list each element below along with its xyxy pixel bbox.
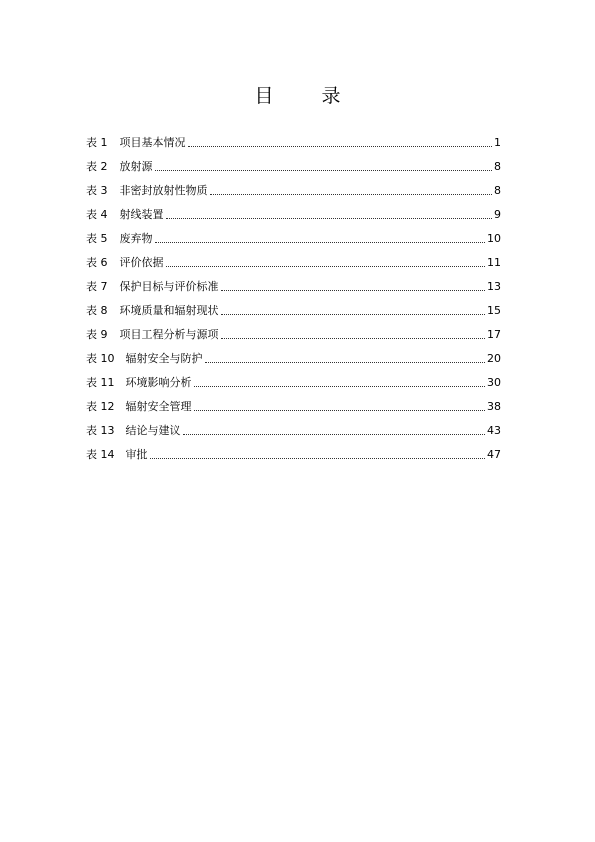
toc-dot-leader (155, 242, 486, 243)
toc-entry-page: 8 (494, 184, 501, 197)
toc-entry-label: 审批 (125, 448, 148, 461)
title-char-2: 录 (321, 85, 341, 107)
toc-entry-label: 结论与建议 (125, 424, 181, 437)
page-title (0, 84, 595, 108)
toc-entry[interactable] (86, 270, 501, 294)
toc-entry-number: 表 6 (86, 256, 108, 269)
toc-entry-page: 43 (487, 424, 501, 437)
toc-dot-leader (221, 314, 486, 315)
toc-entry[interactable] (86, 318, 501, 342)
toc-entry[interactable] (86, 246, 501, 270)
toc-entry[interactable] (86, 366, 501, 390)
toc-entry-page: 9 (494, 208, 501, 221)
toc-entry-page: 1 (494, 136, 501, 149)
toc-entry[interactable] (86, 222, 501, 246)
toc-entry-label: 废弃物 (119, 232, 153, 245)
toc-entry-label: 项目工程分析与源项 (119, 328, 219, 341)
toc-entry[interactable] (86, 174, 501, 198)
toc-entry-label: 放射源 (119, 160, 153, 173)
toc-entry-page: 15 (487, 304, 501, 317)
toc-entry-page: 10 (487, 232, 501, 245)
toc-dot-leader (205, 362, 486, 363)
toc-entry-number: 表 12 (86, 400, 115, 413)
toc-entry-label: 辐射安全与防护 (125, 352, 203, 365)
toc-entry-number: 表 1 (86, 136, 108, 149)
toc-dot-leader (221, 290, 486, 291)
toc-entry-page: 8 (494, 160, 501, 173)
toc-entry-number: 表 8 (86, 304, 108, 317)
toc-dot-leader (150, 458, 486, 459)
title-char-1: 目 (254, 85, 274, 107)
toc-entry-label: 辐射安全管理 (125, 400, 192, 413)
toc-entry[interactable] (86, 414, 501, 438)
toc-entry-label: 射线装置 (119, 208, 164, 221)
toc-dot-leader (194, 410, 486, 411)
toc-dot-leader (194, 386, 486, 387)
toc-entry-number: 表 2 (86, 160, 108, 173)
toc-entry-number: 表 3 (86, 184, 108, 197)
toc-entry-page: 30 (487, 376, 501, 389)
toc-entry-number: 表 7 (86, 280, 108, 293)
toc-entry-number: 表 10 (86, 352, 115, 365)
toc-entry-page: 13 (487, 280, 501, 293)
toc-entry-page: 20 (487, 352, 501, 365)
table-of-contents (86, 126, 501, 462)
toc-entry[interactable] (86, 150, 501, 174)
toc-entry[interactable] (86, 198, 501, 222)
toc-entry[interactable] (86, 438, 501, 462)
toc-dot-leader (210, 194, 493, 195)
toc-entry-label: 项目基本情况 (119, 136, 186, 149)
toc-entry-label: 评价依据 (119, 256, 164, 269)
toc-entry-page: 17 (487, 328, 501, 341)
toc-entry[interactable] (86, 294, 501, 318)
toc-dot-leader (155, 170, 493, 171)
toc-dot-leader (221, 338, 486, 339)
toc-dot-leader (183, 434, 486, 435)
toc-entry-label: 保护目标与评价标准 (119, 280, 219, 293)
toc-entry-number: 表 13 (86, 424, 115, 437)
toc-entry-label: 环境影响分析 (125, 376, 192, 389)
toc-entry[interactable] (86, 342, 501, 366)
toc-entry-number: 表 5 (86, 232, 108, 245)
toc-entry-page: 47 (487, 448, 501, 461)
toc-dot-leader (188, 146, 493, 147)
toc-entry-number: 表 14 (86, 448, 115, 461)
toc-entry-number: 表 4 (86, 208, 108, 221)
toc-entry-label: 非密封放射性物质 (119, 184, 208, 197)
toc-dot-leader (166, 218, 493, 219)
toc-entry[interactable] (86, 126, 501, 150)
toc-entry-page: 38 (487, 400, 501, 413)
toc-entry-page: 11 (487, 256, 501, 269)
toc-entry-number: 表 9 (86, 328, 108, 341)
toc-dot-leader (166, 266, 486, 267)
toc-entry-number: 表 11 (86, 376, 115, 389)
toc-entry[interactable] (86, 390, 501, 414)
toc-entry-label: 环境质量和辐射现状 (119, 304, 219, 317)
